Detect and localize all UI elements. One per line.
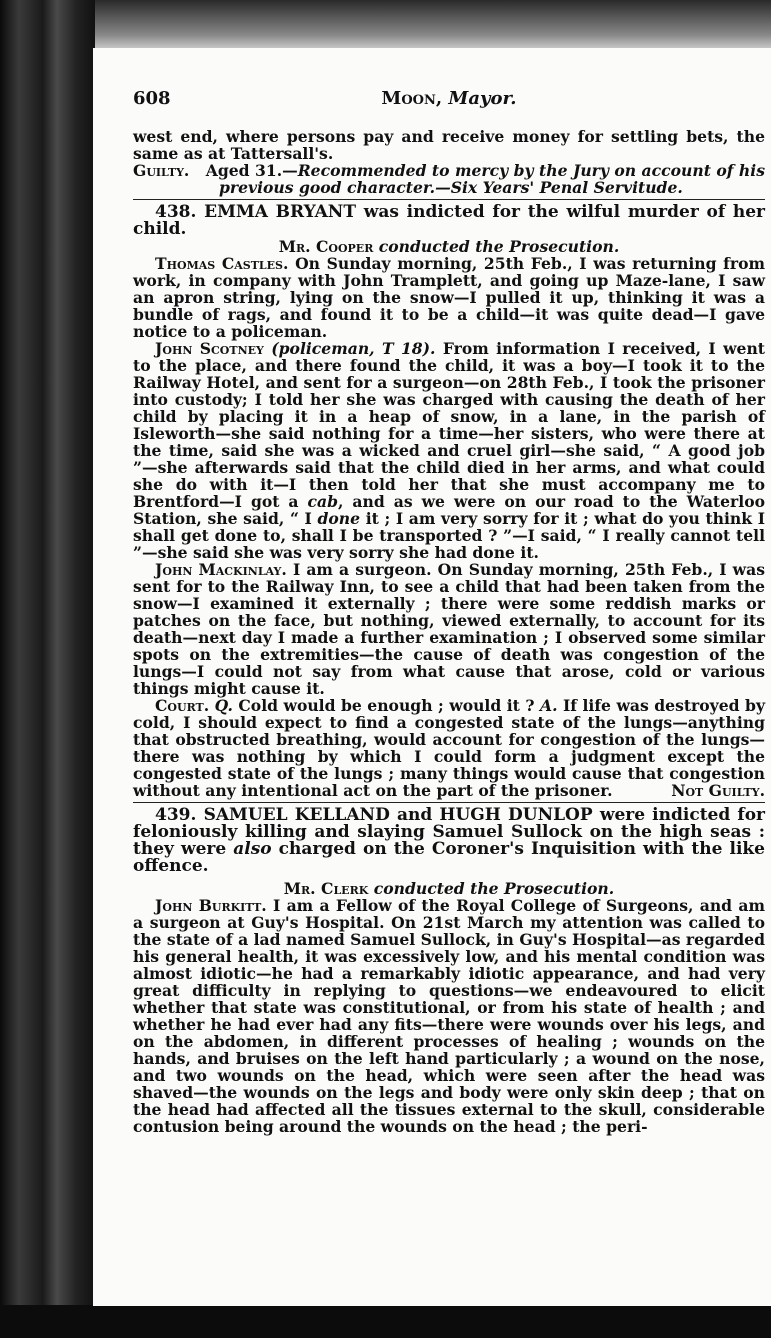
- page-text-block: [133, 48, 765, 1135]
- running-title-role: Mayor.: [448, 88, 517, 109]
- case-439-also: also: [233, 839, 272, 859]
- book-page: [93, 48, 771, 1306]
- testimony-text: I am a Fellow of the Royal College of Surgeons, and am a surgeon at Guy's Hospital. On 21st March my attention was called to the state of a lad named Samuel Sullock, in Guy's Hospital—as regarded his general health, it was excessively low, and his mental condition was almost idiotic—he had a remarkably idiotic appearance, and had very great difficulty in replying to questions—we endeavoured to elicit whether that state was constitutional, or from his state of health ; and whether he had ever had any fits—there were wounds over his legs, and on the abdomen, in different processes of healing ; wounds on the hands, and bruises on the left hand particularly ; a wound on the nose, and two wounds on the head, which were seen after the head was shaved—the wounds on the legs and body were only skin deep ; that on the head had affected all the tissues external to the skull, considerable contusion being around the wounds on the head ; the peri-: [133, 896, 765, 1136]
- case-438-title: [133, 204, 765, 238]
- case-438-charge: was indicted for the wilful murder of her child.: [133, 202, 765, 239]
- testimony-text: it ; I am very sorry for it ; what do you think I shall get done to, shall I be transported ? ”—I said, “ I really cannot tell ”—she said she was very sorry she had done it.: [133, 509, 765, 562]
- case-438-prosecution-text: conducted the Prosecution.: [378, 237, 620, 256]
- testimony-text: Cold would be enough ; would it ?: [232, 696, 540, 715]
- case-438-counsel: Mr. Cooper: [278, 237, 374, 256]
- case-438-number: 438.: [155, 202, 197, 222]
- witness-name: John Mackinlay.: [155, 560, 287, 579]
- testimony-text: On Sunday morning, 25th Feb., I was returning from work, in company with John Tramplett, and going up Maze-lane, I saw an apron string, lying on the snow—I pulled it up, thinking it was a bundle of rags, and found it to be a child—it was quite dead—I gave notice to a policeman.: [133, 254, 765, 341]
- witness-name: John Scotney: [155, 339, 264, 358]
- answer-marker: A.: [539, 696, 558, 715]
- running-title-name: Moon,: [381, 88, 443, 109]
- page-header: [133, 90, 765, 120]
- case-438-verdict: Not Guilty.: [671, 781, 765, 800]
- case-439-defendants: SAMUEL KELLAND and HUGH DUNLOP: [203, 805, 593, 825]
- testimony-text: I am a surgeon. On Sunday morning, 25th Feb., I was sent for to the Railway Inn, to see a child that had been taken from the snow—I examined it externally ; there were some reddish marks or patches on the face, but nothing, viewed externally, to account for its death—next day I made a further examination ; I observed some similar spots on the extremities—the cause of death was congestion of the lungs—I could not say from what cause that arose, cold or various things might cause it.: [133, 560, 765, 698]
- case-439-title: [133, 807, 765, 875]
- testimony-john-burkitt: [133, 897, 765, 1135]
- witness-name: Thomas Castles.: [155, 254, 289, 273]
- book-top-edge: [0, 0, 771, 50]
- case-439-prosecution-text: conducted the Prosecution.: [373, 879, 615, 898]
- question-marker: Q.: [214, 696, 233, 715]
- case-438-defendant: EMMA BRYANT: [204, 202, 356, 222]
- case-439-number: 439.: [155, 805, 197, 825]
- previous-verdict-sentence: Recommended to mercy by the Jury on account of his previous good character.—Six Years' Penal Servitude.: [219, 161, 765, 197]
- book-spine-binding: [0, 0, 95, 1338]
- case-439-counsel: Mr. Clerk: [283, 879, 369, 898]
- testimony-court: [133, 697, 765, 799]
- testimony-thomas-castles: [133, 255, 765, 340]
- book-bottom-edge: [0, 1305, 771, 1338]
- continuation-paragraph: west end, where persons pay and receive money for settling bets, the same as at Tattersall's.: [133, 127, 765, 163]
- case-438-prosecution: [133, 238, 765, 255]
- testimony-text: From information I received, I went to the place, and there found the child, it was a boy—I took it to the Railway Hotel, and sent for a surgeon—on 28th Feb., I took the prisoner into custody; I told her she was charged with causing the death of her child by placing it in a heap of snow, in a lane, in the parish of Isleworth—she said nothing for a time—her sisters, who were there at the time, said she was a wicked and cruel girl—she said, “ A good job ”—she afterwards said that the child died in her arms, and what could she do with it—I then told her that she must accompany me to Brentford—I got a: [133, 339, 765, 511]
- witness-name: Court.: [155, 696, 210, 715]
- page-number: 608: [133, 88, 171, 109]
- testimony-emphasis: cab: [307, 492, 339, 511]
- previous-verdict-text: Aged 31.—: [205, 161, 298, 180]
- witness-name: John Burkitt.: [155, 896, 267, 915]
- previous-verdict-label: Guilty.: [133, 161, 190, 180]
- case-divider: [133, 199, 765, 200]
- testimony-text: If life was destroyed by cold, I should expect to find a congested state of the lungs—anything that obstructed breathing, would account for congestion of the lungs—there was nothing by which I could form a judgment except the congested state of the lungs ; many things would cause that congestion without any intentional act on the part of the prisoner.: [133, 696, 766, 800]
- case-divider: [133, 802, 765, 803]
- case-439-charge: were indicted for feloniously killing and slaying Samuel Sullock on the high seas : they were: [133, 805, 766, 859]
- case-439-charge-rest: charged on the Coroner's Inquisition with the like offence.: [133, 839, 765, 876]
- previous-verdict: [133, 162, 765, 196]
- testimony-emphasis: done: [317, 509, 361, 528]
- testimony-john-mackinlay: [133, 561, 765, 697]
- witness-role: (policeman, T 18).: [271, 339, 436, 358]
- testimony-john-scotney: [133, 340, 765, 561]
- case-439-prosecution: [133, 880, 765, 897]
- testimony-text: , and as we were on our road to the Waterloo Station, she said, “ I: [133, 492, 765, 528]
- running-title: [133, 90, 765, 107]
